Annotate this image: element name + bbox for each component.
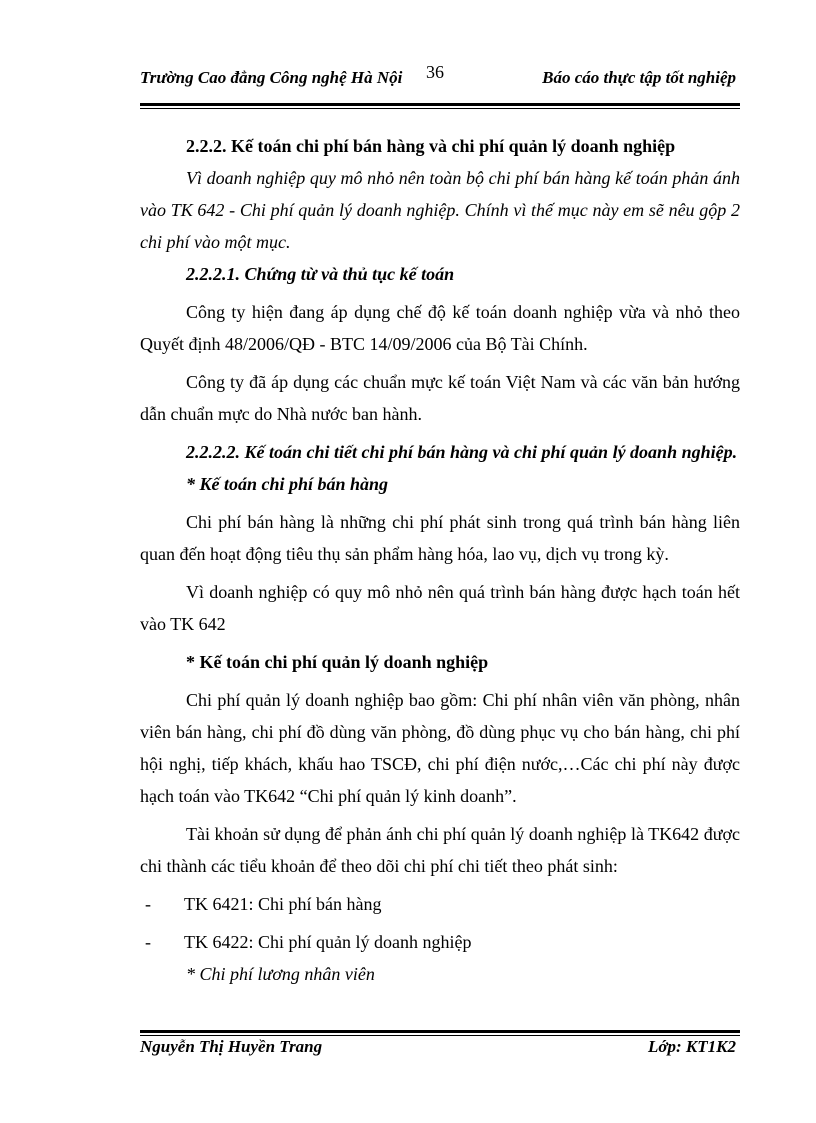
- paragraph-selling-definition: Chi phí bán hàng là những chi phí phát sinh trong quá trình bán hàng liên quan đến hoạt động tiêu thụ sản phẩm hàng hóa, lao vụ, dịch vụ trong kỳ.: [140, 512, 740, 564]
- school-name: Trường Cao đẳng Công nghệ Hà Nội: [140, 68, 403, 87]
- footer-divider-thin: [140, 1035, 740, 1036]
- author-name: Nguyễn Thị Huyền Trang: [140, 1037, 323, 1056]
- header-divider-thin: [140, 108, 740, 109]
- page-footer: [140, 1037, 740, 1063]
- intro-paragraph: Vì doanh nghiệp quy mô nhỏ nên toàn bộ chi phí bán hàng kế toán phản ánh vào TK 642 - Chi phí quản lý doanh nghiệp. Chính vì thế mục này em sẽ nêu gộp 2 chi phí vào một mục.: [140, 168, 740, 252]
- page-number: 36: [426, 62, 444, 82]
- report-title: Báo cáo thực tập tốt nghiệp: [542, 68, 736, 87]
- paragraph-account-tk642: Tài khoản sử dụng để phản ánh chi phí quản lý doanh nghiệp là TK642 được chi thành các tiểu khoản để theo dõi chi phí chi tiết theo phát sinh:: [140, 824, 740, 876]
- page-header: [140, 62, 740, 108]
- subheading-selling-expenses: * Kế toán chi phí bán hàng: [186, 474, 389, 494]
- paragraph-standards: Công ty đã áp dụng các chuẩn mực kế toán Việt Nam và các văn bản hướng dẫn chuẩn mực do Nhà nước ban hành.: [140, 372, 740, 424]
- document-body: [140, 130, 740, 990]
- section-heading-2-2-2-1: 2.2.2.1. Chứng từ và thủ tục kế toán: [186, 264, 455, 284]
- section-heading-2-2-2-2: 2.2.2.2. Kế toán chi tiết chi phí bán hàng và chi phí quản lý doanh nghiệp.: [186, 442, 738, 462]
- list-dash: -: [145, 894, 151, 914]
- paragraph-accounting-regime: Công ty hiện đang áp dụng chế độ kế toán doanh nghiệp vừa và nhỏ theo Quyết định 48/2006/QĐ - BTC 14/09/2006 của Bộ Tài Chính.: [140, 302, 740, 354]
- list-item-text: TK 6422: Chi phí quản lý doanh nghiệp: [184, 932, 472, 952]
- class-label: Lớp: KT1K2: [648, 1037, 736, 1056]
- list-dash: -: [145, 932, 151, 952]
- list-item: [140, 926, 740, 958]
- section-heading-2-2-2: 2.2.2. Kế toán chi phí bán hàng và chi phí quản lý doanh nghiệp: [186, 136, 676, 156]
- subheading-salary: * Chi phí lương nhân viên: [186, 964, 375, 984]
- list-item-text: TK 6421: Chi phí bán hàng: [184, 894, 382, 914]
- header-divider: [140, 103, 740, 106]
- paragraph-admin-items: Chi phí quản lý doanh nghiệp bao gồm: Chi phí nhân viên văn phòng, nhân viên bán hàng, chi phí đồ dùng văn phòng, đồ dùng phục vụ cho bán hàng, chi phí hội nghị, tiếp khách, khấu hao TSCĐ, chi phí điện nước,…Các chi phí này được hạch toán vào TK642 “Chi phí quản lý kinh doanh”.: [140, 690, 740, 806]
- list-item: [140, 888, 740, 920]
- subheading-admin-expenses: * Kế toán chi phí quản lý doanh nghiệp: [186, 652, 489, 672]
- paragraph-selling-account: Vì doanh nghiệp có quy mô nhỏ nên quá trình bán hàng được hạch toán hết vào TK 642: [140, 582, 740, 634]
- footer-divider: [140, 1030, 740, 1033]
